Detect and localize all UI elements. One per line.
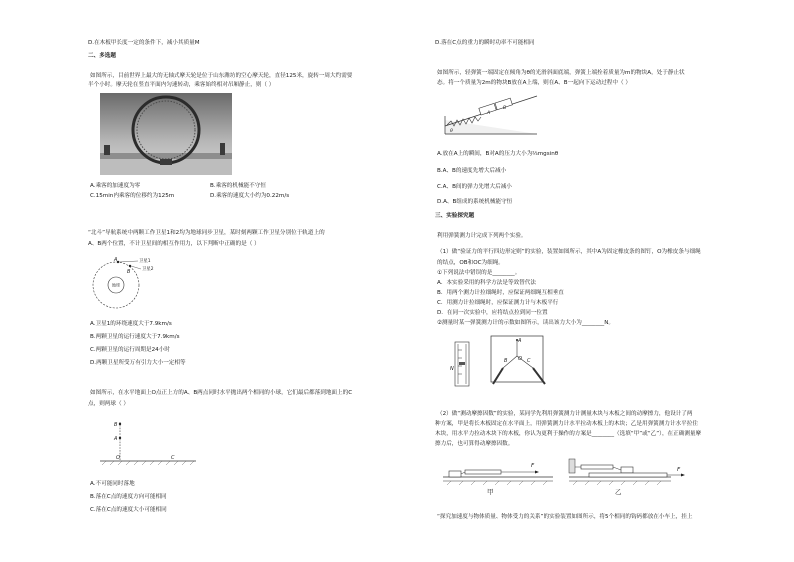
ferris-wheel-photo [100,93,232,175]
option-d: D.落在C点的重力的瞬时功率不可能相同 [435,40,535,46]
option-b: B.A、B的速度先增大后减小 [437,168,507,174]
option-a: A.不可能同时落地 [90,481,135,487]
option-a: A.卫星1的环绕速度大于7.9km/s [90,321,172,327]
option-a: A．本实验采用的科学方法是等效替代法 [437,280,536,286]
angle-theta-label: θ [450,129,453,134]
point-b-label: B [114,422,118,428]
question-text: 种方案，甲是将长木板固定在水平面上，用弹簧测力计水平拉动木板上的木块；乙是用弹簧测力计水平拉住 [435,421,698,427]
option-b: B.落在C点的速度方向可能相同 [90,494,167,500]
pin-a-label: A [518,338,522,344]
force-f-label: F [531,463,535,469]
incline-spring-diagram [443,90,543,138]
question-text: ②测量时某一弹簧测力计的示数如图所示，读出该力大小为________N。 [437,320,615,326]
option-c: C.两颗卫星的运行周期是24小时 [90,347,170,353]
option-c: C．用测力计拉细绳时，应保证测力计与木板平行 [437,300,559,306]
question-text: 的结点，OB和OC为细绳。 [437,260,504,266]
question-text: 态。将一个质量为2m的物块B放在A上端，则在A、B一起向下运动过程中（ ） [437,80,631,86]
option-d: D．在同一次实验中，应将结点拉到同一位置 [437,310,548,316]
force-f-label: F [677,467,681,473]
satellite-1-label: 卫星1 [139,259,151,264]
spring-scale-reading-figure [449,340,479,388]
projectile-diagram [94,412,204,470]
question-text: “北斗”导航系统中两颗工作卫星1和2均为地球同步卫星，某时刻两颗工作卫星分别位于轨道上的 [88,230,325,236]
point-a-label: A [114,436,118,442]
section-heading-multiple-choice: 二、多选题 [88,53,116,59]
block-b-label: B [503,106,507,111]
question-text: （2）做“测动摩擦因数”的实验，某同学先利用弹簧测力计测量木块与木板之间的动摩擦力，他设计了两 [437,411,693,417]
block-a-label: A [487,111,491,116]
setup-yi-label: 乙 [615,488,622,496]
question-text: 如图所示，目前世界上最大的无轴式摩天轮是位于山东潍坊的空心摩天轮，直径125米，旋转一周大约需要 [90,73,353,79]
question-intro: 利用弹簧测力计完成下列两个实验。 [437,233,527,239]
question-text: 点，则两球（ ） [88,401,129,407]
question-text: A、B两个位置，不计卫星间的相互作用力，以下判断中正确的是（ ） [88,241,260,247]
point-a-label: A [114,257,118,263]
right-column [435,0,794,562]
option-c: C.A、B间的弹力先增大后减小 [437,184,512,190]
setup-jia-label: 甲 [487,488,494,496]
option-d: D.两颗卫星所受万有引力大小一定相等 [90,360,186,366]
option-c: C.15min内乘客的位移约为125m [90,193,175,199]
option-b: B.乘客的机械能不守恒 [210,183,266,189]
option-c: C.落在C点的速度大小可能相同 [90,507,167,513]
question-text: 如图所示，在水平地面上O点正上方的A、B两点同时水平抛出两个相同的小球，它们最后都落到地面上的C [90,390,353,396]
option-a: A.放在A上的瞬间，B对A的压力大小为⅔mgsinθ [437,151,559,157]
option-d: D.A、B组成的系统机械能守恒 [437,199,513,205]
question-text: ①下列说法中错误的是________。 [437,270,521,276]
point-c-label: C [171,455,175,461]
knot-o-label: O [518,356,522,362]
question-text: 如图所示，轻弹簧一端固定在倾角为θ的光滑斜面底端，弹簧上端拴着质量为m的物块A，处于静止状 [437,70,685,76]
force-parallelogram-board [487,332,551,388]
newton-unit-label: N [450,366,454,372]
section-heading-experiment: 三、实验探究题 [435,213,475,219]
earth-label: 地球 [112,282,120,288]
point-o-label: O [116,455,120,461]
satellite-orbit-diagram [92,252,162,312]
rope-c-label: C [527,358,531,364]
question-text: 半个小时。摩天轮在竖直平面内匀速转动，乘客始终相对吊厢静止，则（ ） [88,82,275,88]
rope-b-label: B [504,358,508,364]
friction-experiment-setups [439,449,689,497]
option-d: D.乘客的速度大小约为0.22m/s [210,193,290,199]
point-b-label: B [127,269,131,275]
question-text: 擦力后，也可算得动摩擦因数。 [435,441,514,447]
satellite-2-label: 卫星2 [142,267,154,272]
option-b: B．用两个测力计拉细绳时，应保证两细绳互相垂直 [437,290,564,296]
question-text: 木块，用水平力拉动木块下的木板，你认为更利于操作的方案是________（选填“甲”或“乙”），在正确测量摩 [435,431,702,437]
question-text: （1）做“验证力的平行四边形定则”的实验，装置如图所示，其中A为固定橡皮条的图钉，O为橡皮条与细绳 [437,249,701,255]
option-b: B.两颗卫星的运行速度大于7.9km/s [90,334,180,340]
left-column [88,0,448,562]
option-text: D.在木板甲长度一定的条件下，减小其质量M [88,40,200,46]
question-text: “探究加速度与物体质量、物体受力的关系”的实验装置如图所示，将5个相同的钩码都放在小车上，挂上 [437,514,693,520]
option-a: A.乘客的加速度为零 [90,183,141,189]
